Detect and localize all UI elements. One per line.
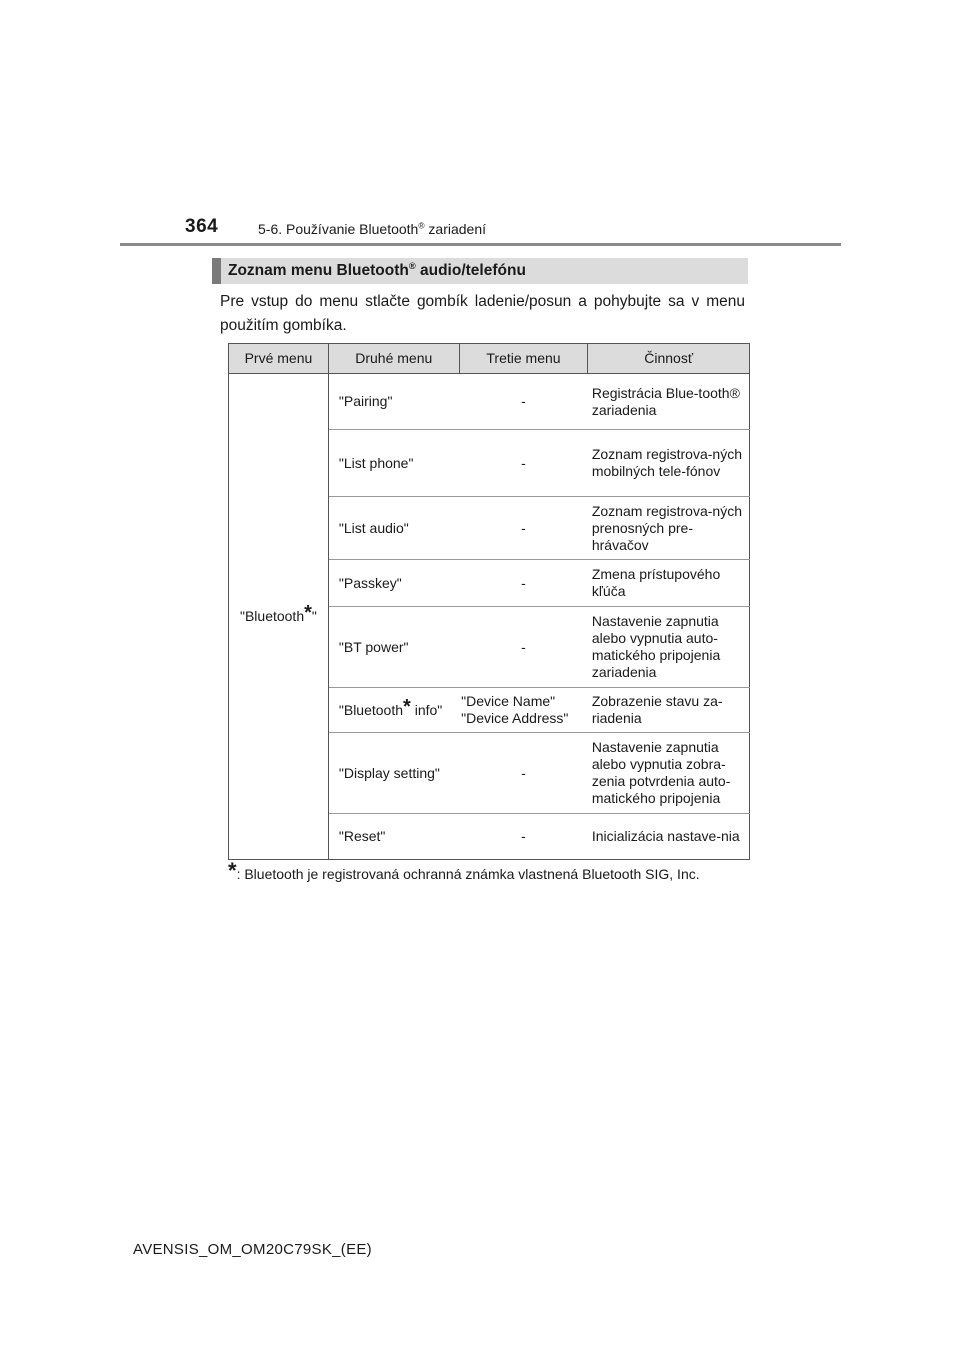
action-cell: Registrácia Blue-tooth® zariadenia	[588, 374, 750, 430]
third-menu-cell: -	[459, 733, 588, 814]
column-header-second-menu: Druhé menu	[328, 344, 459, 374]
table-row	[229, 374, 750, 430]
third-menu-cell: "Device Name" "Device Address"	[459, 688, 588, 733]
table-header-row	[229, 344, 750, 374]
document-code: AVENSIS_OM_OM20C79SK_(EE)	[133, 1241, 372, 1258]
section-heading: Zoznam menu Bluetooth® audio/telefónu	[212, 258, 748, 284]
first-menu-bluetooth: "Bluetooth*"	[229, 374, 329, 860]
chapter-title: 5-6. Používanie Bluetooth® zariadení	[258, 220, 486, 237]
second-menu-cell: "Reset"	[328, 814, 459, 860]
second-menu-cell: "BT power"	[328, 607, 459, 688]
third-menu-cell: -	[459, 814, 588, 860]
footnote: *: Bluetooth je registrovaná ochranná známka vlastnená Bluetooth SIG, Inc.	[228, 858, 700, 883]
column-header-action: Činnosť	[588, 344, 750, 374]
second-menu-cell: "Bluetooth* info"	[328, 688, 459, 733]
second-menu-cell: "Pairing"	[328, 374, 459, 430]
second-menu-cell: "List audio"	[328, 497, 459, 560]
action-cell: Zobrazenie stavu za-riadenia	[588, 688, 750, 733]
third-menu-cell: -	[459, 497, 588, 560]
page-number: 364	[185, 216, 219, 237]
third-menu-cell: -	[459, 374, 588, 430]
action-cell: Zmena prístupového kľúča	[588, 560, 750, 607]
third-menu-cell: -	[459, 430, 588, 497]
second-menu-cell: "Passkey"	[328, 560, 459, 607]
second-menu-cell: "Display setting"	[328, 733, 459, 814]
action-cell: Nastavenie zapnutia alebo vypnutia zobra-zenia potvrdenia auto-matického pripojenia	[588, 733, 750, 814]
column-header-first-menu: Prvé menu	[229, 344, 329, 374]
action-cell: Nastavenie zapnutia alebo vypnutia auto-matického pripojenia zariadenia	[588, 607, 750, 688]
action-cell: Inicializácia nastave-nia	[588, 814, 750, 860]
bluetooth-menu-table	[228, 343, 750, 860]
action-cell: Zoznam registrova-ných mobilných tele-fónov	[588, 430, 750, 497]
header-divider	[120, 243, 841, 246]
intro-paragraph: Pre vstup do menu stlačte gombík ladenie/posun a pohybujte sa v menu použitím gombíka.	[220, 293, 745, 334]
third-menu-cell: -	[459, 560, 588, 607]
action-cell: Zoznam registrova-ných prenosných pre-hrávačov	[588, 497, 750, 560]
third-menu-cell: -	[459, 607, 588, 688]
second-menu-cell: "List phone"	[328, 430, 459, 497]
column-header-third-menu: Tretie menu	[459, 344, 588, 374]
